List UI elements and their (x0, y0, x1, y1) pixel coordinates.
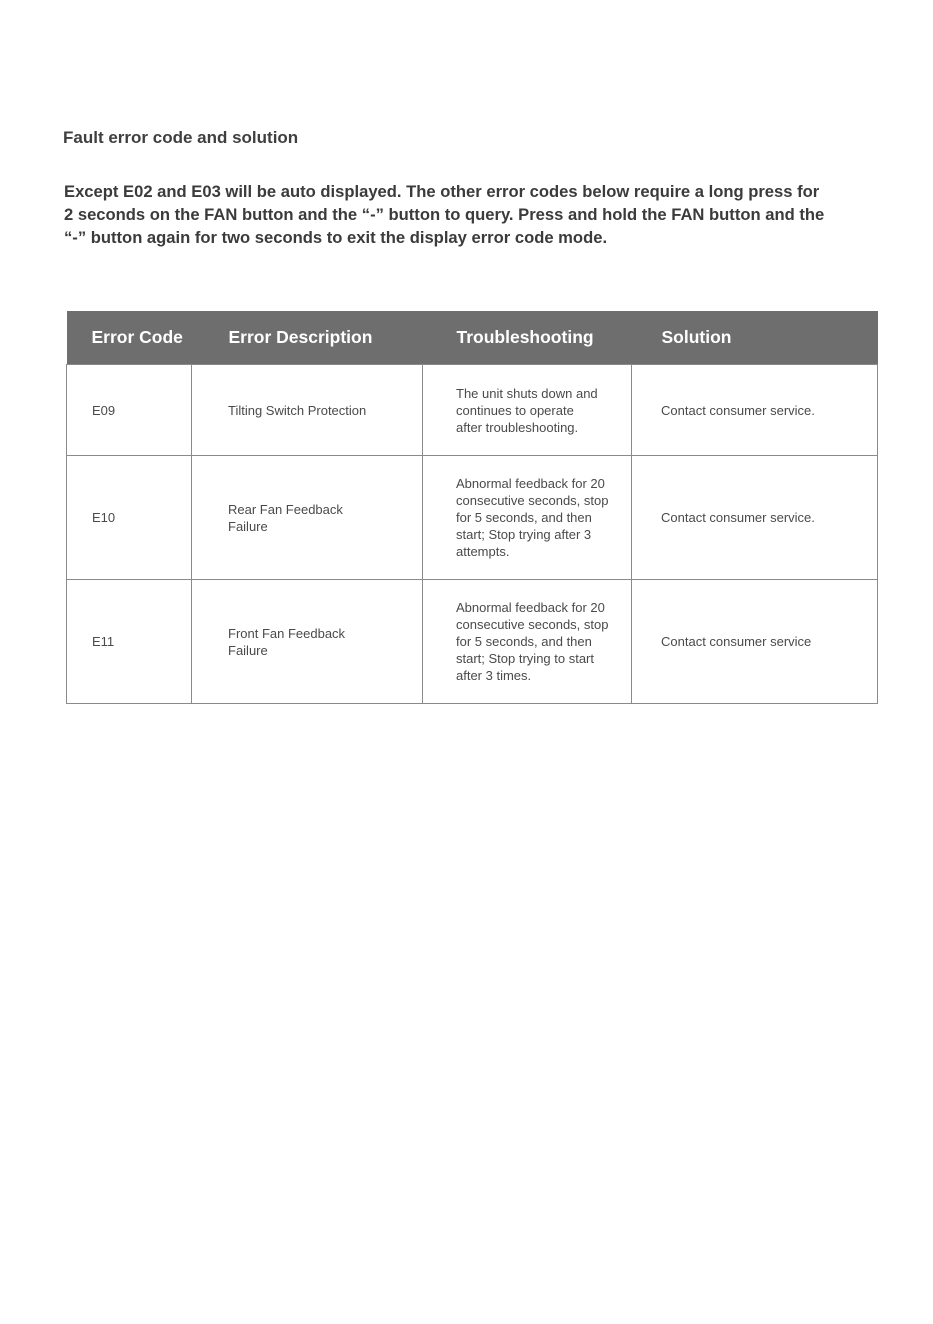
cell-error-description (192, 456, 423, 580)
fault-code-table (66, 311, 878, 704)
intro-line: “-” button again for two seconds to exit the display error code mode. (64, 228, 608, 247)
cell-troubleshooting (423, 456, 632, 580)
intro-line: Except E02 and E03 will be auto displayed. The other error codes below require a long press for (64, 182, 820, 201)
table-row (67, 456, 878, 580)
troubleshooting-line: continues to operate (456, 402, 574, 418)
cell-error-description (192, 365, 423, 456)
description-line: Rear Fan Feedback (228, 501, 343, 517)
header-error-description: Error Description (192, 311, 423, 365)
page-heading: Fault error code and solution (63, 128, 299, 147)
cell-solution: Contact consumer service. (632, 456, 878, 580)
troubleshooting-line: Abnormal feedback for 20 (456, 600, 605, 615)
header-row (67, 311, 878, 365)
header-error-code: Error Code (67, 311, 192, 365)
description-line: Failure (228, 518, 268, 534)
cell-error-code: E10 (67, 456, 192, 580)
troubleshooting-line: consecutive seconds, stop (456, 493, 609, 508)
table-row (67, 580, 878, 704)
troubleshooting-line: attempts. (456, 544, 510, 559)
cell-error-code: E09 (67, 365, 192, 456)
troubleshooting-line: after troubleshooting. (456, 419, 579, 435)
header-solution: Solution (632, 311, 878, 365)
description-line: Failure (228, 642, 268, 658)
intro-paragraph (64, 180, 879, 249)
header-troubleshooting: Troubleshooting (423, 311, 632, 365)
intro-line: 2 seconds on the FAN button and the “-” button to query. Press and hold the FAN button and the (64, 205, 825, 224)
table-body (67, 365, 878, 704)
troubleshooting-line: start; Stop trying after 3 (456, 527, 592, 542)
cell-solution: Contact consumer service. (632, 365, 878, 456)
troubleshooting-line: The unit shuts down and (456, 385, 598, 401)
table-row (67, 365, 878, 456)
troubleshooting-line: consecutive seconds, stop (456, 617, 609, 632)
troubleshooting-line: start; Stop trying to start (456, 651, 594, 666)
cell-error-code: E11 (67, 580, 192, 704)
cell-troubleshooting (423, 580, 632, 704)
troubleshooting-line: for 5 seconds, and then (456, 510, 592, 525)
cell-error-description (192, 580, 423, 704)
cell-solution: Contact consumer service (632, 580, 878, 704)
cell-troubleshooting (423, 365, 632, 456)
troubleshooting-line: after 3 times. (456, 668, 532, 683)
description-line: Front Fan Feedback (228, 625, 346, 641)
troubleshooting-line: Abnormal feedback for 20 (456, 476, 605, 491)
table-header (67, 311, 878, 365)
troubleshooting-line: for 5 seconds, and then (456, 634, 592, 649)
description-line: Tilting Switch Protection (228, 402, 367, 418)
